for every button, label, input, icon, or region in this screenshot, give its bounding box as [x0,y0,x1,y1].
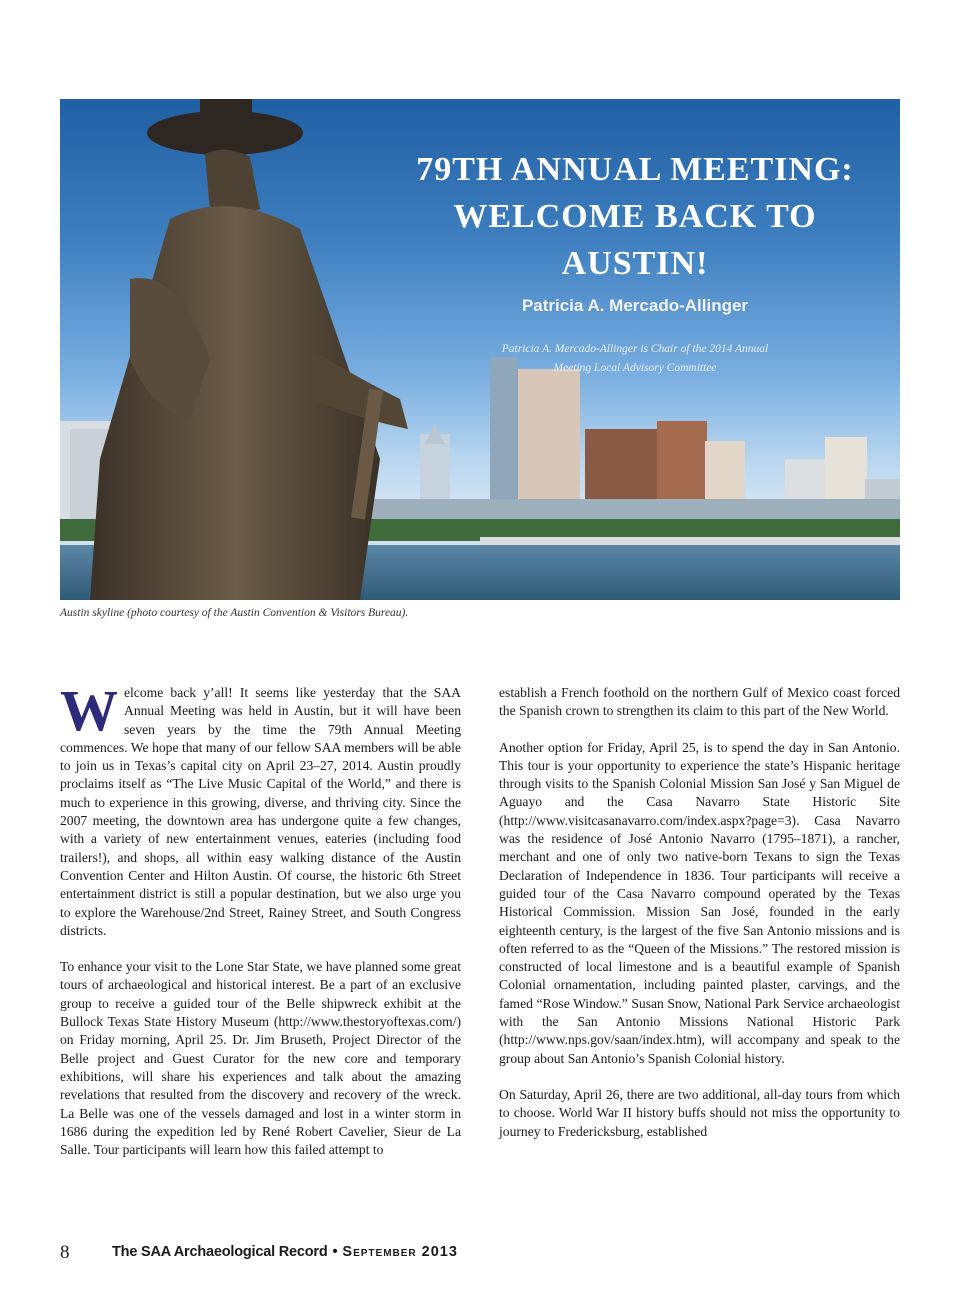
issue-date: September 2013 [342,1244,458,1260]
bronze-statue [90,99,408,600]
article-column-right [499,684,900,1159]
article-paragraph: establish a French foothold on the northern Gulf of Mexico coast forced the Spanish crown to strengthen its claim to this part of the New World. [499,685,900,719]
article-paragraph: To enhance your visit to the Lone Star State, we have planned some great tours of archaeological and historical interest. Be a part of an exclusive group to receive a guided tour of the Belle shipwreck exhibit at the Bullock Texas State History Museum (http://www.thestoryoftexas.com/) on Friday morning, April 25. Dr. Jim Bruseth, Project Director of the Belle project and Guest Curator for the new core and temporary exhibitions, will share his experiences and talk about the amazing revelations that resulted from the discovery and recovery of the wreck. La Belle was one of the vessels damaged and lost in a winter storm in 1686 during the expedition led by René Robert Cavelier, Sieur de La Salle. Tour participants will learn how this failed attempt to [60,959,461,1158]
bridge [480,537,900,545]
article-paragraph [60,678,461,940]
drop-cap: W [60,678,118,743]
publication-line [112,1244,458,1260]
page-number: 8 [60,1242,70,1263]
photo-caption: Austin skyline (photo courtesy of the Austin Convention & Visitors Bureau). [60,607,409,619]
article-paragraph: Another option for Friday, April 25, is to spend the day in San Antonio. This tour is your opportunity to experience the state’s Hispanic heritage through visits to the Spanish Colonial Mission San José y San Miguel de Aguayo and the Casa Navarro State Historic Site (http://www.visitcasanavarro.com/index.aspx?page=3). Casa Navarro was the residence of José Antonio Navarro (1795–1871), a rancher, merchant and one of only two native-born Texans to sign the Texas Declaration of Independence in 1836. Tour participants will receive a guided tour of the Casa Navarro compound operated by the Texas Historical Commission. Mission San José, founded in the early eighteenth century, is the largest of the five San Antonio missions and is often referred to as the “Queen of the Missions.” The restored mission is constructed of local limestone and is a beautiful example of Spanish Colonial ornamentation, including painted plaster, carvings, and the famed “Rose Window.” Susan Snow, National Park Service archaeologist with the San Antonio Missions National Historic Park (http://www.nps.gov/saan/index.htm), will accompany and speak to the group about San Antonio’s Spanish Colonial history. [499,739,900,1066]
bullet-separator: • [332,1244,338,1260]
paragraph-text: elcome back y’all! It seems like yesterday that the SAA Annual Meeting was held in Austin, but it will have been seven years by the time the 79th Annual Meeting commences. We hope that many of our fellow SAA members will be able to join us in Texas’s capital city on April 23–27, 2014. Austin proudly proclaims itself as “The Live Music Capital of the World,” and there is much to experience in this growing, diverse, and thriving city. Since the 2007 meeting, the downtown area has undergone quite a few changes, with a variety of new entertainment venues, eateries (including food trailers!), and shops, all within easy walking distance of the Austin Convention Center and Hilton Austin. Of course, the historic 6th Street entertainment district is still a popular destination, but we also urge you to explore the Warehouse/2nd Street, Rainey Street, and South Congress districts. [60,685,461,938]
article-column-left [60,678,461,1177]
author-note: Patricia A. Mercado-Allinger is Chair of the 2014 Annual Meeting Local Advisory Committee [501,343,769,374]
publication-title: The SAA Archaeological Record [112,1244,328,1260]
article-title: 79TH ANNUAL MEETING: WELCOME BACK TO AUSTIN! [416,151,854,282]
page-footer [60,1242,900,1266]
author-name: Patricia A. Mercado-Allinger [521,296,749,315]
article-paragraph: On Saturday, April 26, there are two additional, all-day tours from which to choose. World War II history buffs should not miss the opportunity to journey to Fredericksburg, established [499,1086,900,1139]
